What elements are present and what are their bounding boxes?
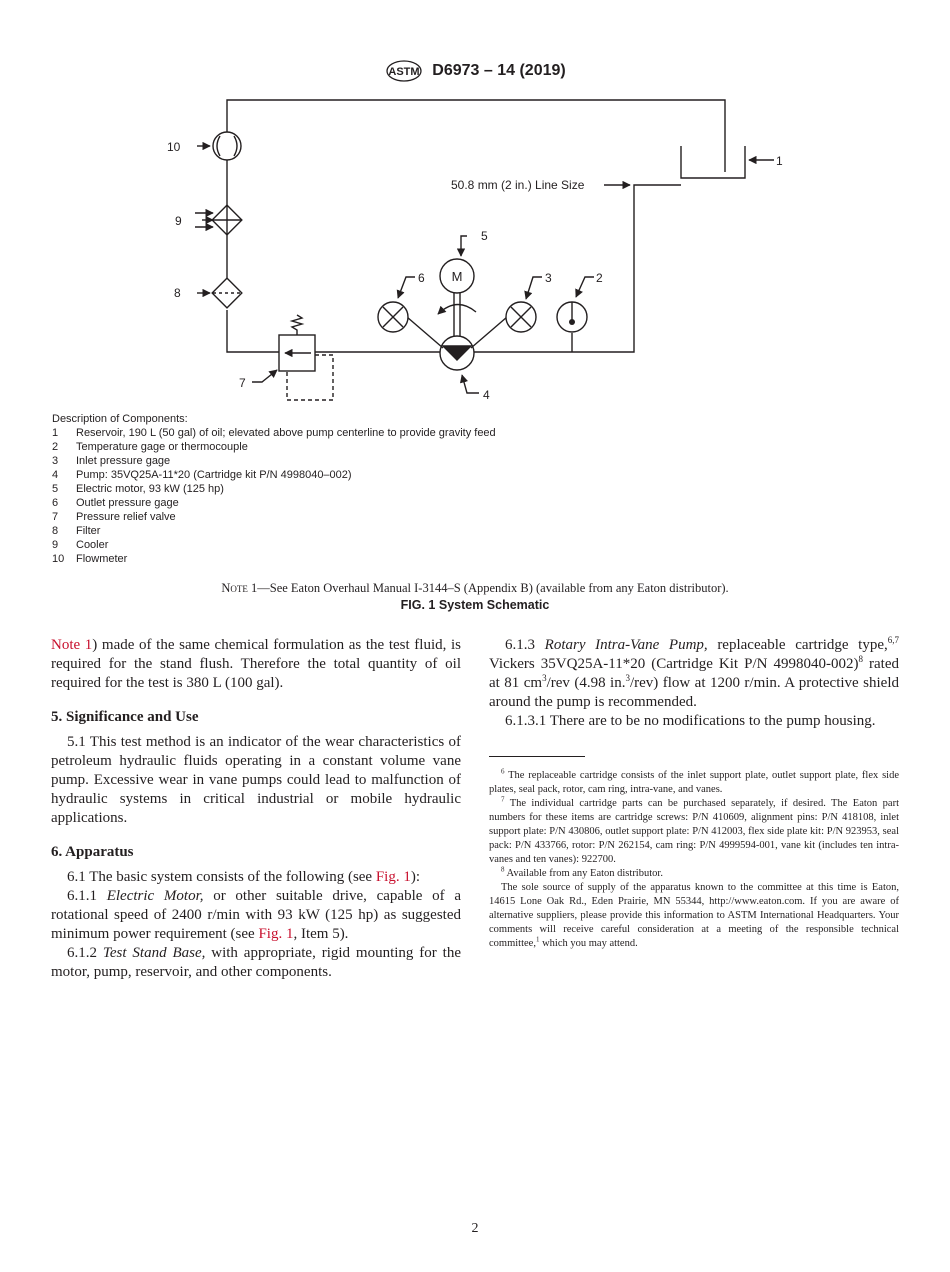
section-5-heading: 5. Significance and Use: [51, 709, 199, 725]
legend-num: 5: [52, 483, 59, 495]
footnotes: [489, 756, 899, 951]
legend-num: 10: [52, 553, 65, 565]
paragraph-text: , Item 5).: [293, 926, 349, 942]
legend-num: 2: [52, 441, 59, 453]
legend-num: 7: [52, 511, 59, 523]
paragraph-text: with appropriate, rigid mounting for the motor, pump, reservoir, and other components.: [51, 945, 462, 980]
legend-text: Electric motor, 93 kW (125 hp): [76, 483, 224, 495]
footnote-ref: 6,7: [887, 635, 900, 645]
footnote-text: Available from any Eaton distributor.: [504, 868, 663, 879]
callout-1: 1: [776, 154, 783, 168]
legend-item: [52, 496, 496, 510]
footnote-7: [489, 797, 899, 867]
fig-1-link[interactable]: Fig. 1: [375, 869, 411, 885]
paragraph-6-1-3-1: 6.1.3.1 There are to be no modifications to the pump housing.: [505, 713, 876, 729]
paragraph-6-1: [51, 868, 461, 887]
paragraph-text: ):: [410, 869, 421, 885]
legend-num: 1: [52, 427, 59, 439]
paragraph-text: 6.1 The basic system consists of the following (see: [67, 869, 376, 885]
paragraph-text: or other suitable drive, capable of a rotational speed of 2400 r/min with 93 kW (125 hp) as suggested minimum power requirement (see: [51, 888, 461, 942]
footnote-rule: [489, 756, 585, 757]
legend-item: [52, 524, 496, 538]
footnote-text: which you may attend.: [539, 938, 638, 949]
legend-text: Flowmeter: [76, 553, 128, 565]
paragraph-6-1-3: [489, 636, 899, 712]
legend-text: Reservoir, 190 L (50 gal) of oil; elevated above pump centerline to provide gravity feed: [76, 427, 496, 439]
legend-item: [52, 552, 496, 566]
paragraph-text: /rev) flow at 1200 r/min. A protective shield around the pump is recommended.: [489, 675, 899, 710]
footnote-text: The replaceable cartridge consists of the inlet support plate, outlet support plate, flex side plates, seal pack, rotor, cam ring, intra-vane, and vanes.: [489, 770, 899, 795]
component-legend: [52, 412, 496, 566]
legend-item: [52, 426, 496, 440]
superscript: 3: [542, 673, 547, 683]
legend-item: [52, 510, 496, 524]
callout-2: 2: [596, 271, 603, 285]
callout-9: 9: [175, 214, 182, 228]
callout-6: 6: [418, 271, 425, 285]
legend-item: [52, 538, 496, 552]
callout-10: 10: [167, 140, 181, 154]
logo-text: ASTM: [388, 66, 420, 78]
legend-item: [52, 454, 496, 468]
left-column: [51, 636, 461, 982]
paragraph-title: Test Stand Base,: [102, 945, 206, 961]
legend-text: Pressure relief valve: [76, 511, 176, 523]
section-6-heading: 6. Apparatus: [51, 844, 134, 860]
callout-5: 5: [481, 229, 488, 243]
legend-text: Temperature gage or thermocouple: [76, 441, 248, 453]
right-column: [489, 636, 899, 951]
legend-text: Outlet pressure gage: [76, 497, 179, 509]
legend-text: Cooler: [76, 539, 109, 551]
legend-num: 4: [52, 469, 59, 481]
document-id: D6973 – 14 (2019): [432, 62, 566, 79]
legend-num: 6: [52, 497, 59, 509]
paragraph-text: replaceable cartridge type,: [707, 637, 888, 653]
paragraph-continuation: [51, 636, 461, 693]
motor-letter: M: [451, 269, 463, 284]
figure-note: [0, 581, 950, 596]
footnote-marker: 7: [501, 795, 505, 804]
note-label: Note 1: [221, 581, 258, 595]
paragraph-number: 6.1.2: [67, 945, 103, 961]
line-size-label: 50.8 mm (2 in.) Line Size: [451, 178, 585, 192]
fig-1-link[interactable]: Fig. 1: [258, 926, 294, 942]
footnote-8: [489, 867, 899, 881]
footnote-marker: 6: [501, 767, 505, 776]
superscript: 3: [625, 673, 630, 683]
paragraph-5-1: 5.1 This test method is an indicator of the wear characteristics of petroleum hydraulic fluids operating in a constant volume vane pump. Excessive wear in vane pumps could lead to malfunction of hydraulic systems in critical industrial or mobile hydraulic applications.: [51, 734, 461, 826]
legend-num: 3: [52, 455, 59, 467]
system-schematic: [0, 0, 950, 410]
paragraph-number: 6.1.1: [67, 888, 107, 904]
legend-item: [52, 440, 496, 454]
legend-text: Filter: [76, 525, 101, 537]
paragraph-text: /rev (4.98 in.: [546, 675, 626, 691]
footnote-marker: 1: [535, 935, 540, 944]
legend-num: 8: [52, 525, 59, 537]
paragraph-number: 6.1.3: [505, 637, 545, 653]
figure-caption: FIG. 1 System Schematic: [400, 598, 550, 612]
page-number: 2: [471, 1221, 479, 1236]
paragraph-text: rated at 81 cm: [489, 656, 899, 691]
footnote-source: [489, 881, 899, 951]
footnote-text: The individual cartridge parts can be purchased separately, if desired. The Eaton part numbers for these items are cartridge screws: P/N 410609, alignment pins: P/N 418108, inlet support plate: P/N 430806, outlet support plate: P/N 412003, flex side plate kit: P/N 923953, seal pack: P/N 433766, rotor: P/N 262154, cam ring: P/N 4999594-001, vane kit (includes ten intra-vanes and ten vanes): 922700.: [489, 798, 899, 865]
legend-item: [52, 468, 496, 482]
footnote-6: [489, 769, 899, 797]
paragraph-text: ) made of the same chemical formulation as the test fluid, is required for the stand flush. Therefore the total quantity of oil required for the test is 380 L (100 gal).: [51, 637, 461, 691]
legend-num: 9: [52, 539, 59, 551]
callout-8: 8: [174, 286, 181, 300]
callout-7: 7: [239, 376, 246, 390]
paragraph-6-1-1: [51, 887, 461, 944]
note-text: —See Eaton Overhaul Manual I-3144–S (Appendix B) (available from any Eaton distributor).: [257, 581, 729, 595]
callout-4: 4: [483, 388, 490, 402]
footnote-marker: 8: [501, 865, 505, 874]
paragraph-6-1-2: [51, 944, 461, 982]
legend-title: Description of Components:: [52, 413, 188, 425]
callout-3: 3: [545, 271, 552, 285]
note-1-link[interactable]: Note 1: [51, 637, 93, 653]
legend-text: Inlet pressure gage: [76, 455, 171, 467]
paragraph-text: Vickers 35VQ25A-11*20 (Cartridge Kit P/N 4998040-002): [489, 656, 859, 672]
paragraph-title: Electric Motor,: [106, 888, 204, 904]
footnote-text: The sole source of supply of the apparatus known to the committee at this time is Eaton, 14615 Lone Oak Rd., Eden Prairie, MN 55344, http://www.eaton.com. If you are aware of alternative suppliers, please provide this information to ASTM International Headquarters. Your comments will receive careful consideration at a meeting of the responsible technical committee,: [489, 882, 899, 949]
legend-text: Pump: 35VQ25A-11*20 (Cartridge kit P/N 4998040–002): [76, 469, 352, 481]
reservoir: [681, 146, 745, 178]
paragraph-title: Rotary Intra-Vane Pump,: [544, 637, 708, 653]
footnote-ref: 8: [858, 654, 863, 664]
legend-item: [52, 482, 496, 496]
